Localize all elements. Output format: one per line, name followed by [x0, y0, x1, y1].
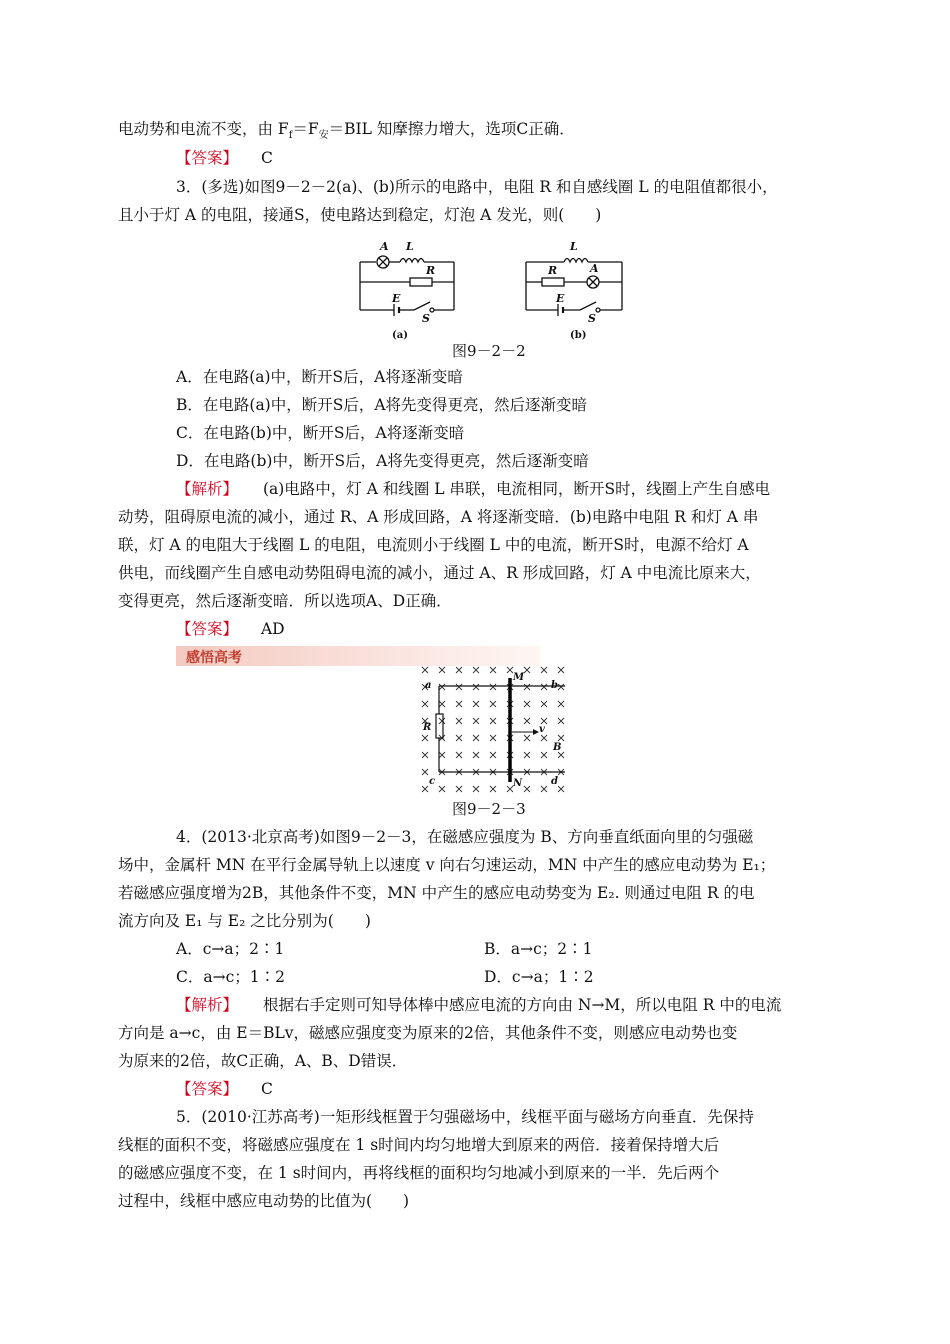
- field-cross-mark: [541, 684, 547, 690]
- switch-label-a: S: [422, 312, 430, 325]
- answer-value: C: [260, 1080, 273, 1098]
- field-cross-mark: [422, 735, 428, 741]
- figure-b-label: (b): [570, 330, 587, 341]
- rod-end-n-label: N: [513, 778, 523, 789]
- field-cross-mark: [473, 735, 479, 741]
- point-c-label: c: [429, 776, 436, 787]
- field-cross-mark: [524, 718, 530, 724]
- question-3-line-2: 且小于灯 A 的电阻，接通S，使电路达到稳定，灯泡 A 发光，则( ): [118, 206, 602, 224]
- analysis-line: 【解析】 根据右手定则可知导体棒中感应电流的方向由 N→M，所以电阻 R 中的电流: [176, 996, 782, 1014]
- field-cross-mark: [439, 701, 445, 707]
- field-cross-mark: [558, 718, 564, 724]
- analysis-line: 供电，而线圈产生自感电动势阻碍电流的减小，通过 A、R 形成回路，灯 A 中电流比原来大，: [118, 564, 761, 582]
- question-3-line-1: 3．(多选)如图9－2－2(a)、(b)所示的电路中，电阻 R 和自感线圈 L 的电阻值都很小，: [176, 178, 778, 196]
- resistor-label-a: R: [426, 264, 436, 277]
- question-4-line: 4．(2013·北京高考)如图9－2－3，在磁感应强度为 B、方向垂直纸面向里的匀强磁: [176, 828, 754, 846]
- field-label: B: [553, 742, 562, 753]
- analysis-line: 动势，阻碍原电流的减小，通过 R、A 形成回路，A 将逐渐变暗．(b)电路中电阻 R 和灯 A 串: [118, 508, 759, 526]
- answer-line: [176, 147, 273, 169]
- velocity-label: v: [539, 724, 545, 735]
- coil-label-b: L: [570, 240, 578, 253]
- field-cross-mark: [473, 786, 479, 792]
- field-cross-mark: [439, 786, 445, 792]
- rod-end-m-label: M: [513, 672, 525, 683]
- field-cross-mark: [524, 752, 530, 758]
- question-4-line: 场中，金属杆 MN 在平行金属导轨上以速度 v 向右匀速运动，MN 中产生的感应电动势为 E₁；: [118, 856, 776, 874]
- field-cross-mark: [558, 684, 564, 690]
- field-cross-mark: [456, 667, 462, 673]
- field-cross-mark: [439, 667, 445, 673]
- analysis-line: 【解析】 (a)电路中，灯 A 和线圈 L 串联，电流相同，断开S时，线圈上产生自感电: [176, 480, 771, 498]
- field-cross-mark: [541, 701, 547, 707]
- analysis-line: 变得更亮，然后逐渐变暗．所以选项A、D正确．: [118, 592, 452, 610]
- question-5-line: 的磁感应强度不变，在 1 s时间内，再将线框的面积均匀地减小到原来的一半．先后两个: [118, 1164, 720, 1182]
- text-line: 电动势和电流不变，由 $F_f=F_安=BIL$ 知摩擦力增大，选项C正确．: [118, 120, 575, 142]
- field-cross-mark: [490, 786, 496, 792]
- field-cross-mark: [524, 701, 530, 707]
- answer-label: 【答案】: [176, 149, 239, 167]
- question-5-line: 5．(2010·江苏高考)一矩形线框置于匀强磁场中，线框平面与磁场方向垂直．先保持: [176, 1108, 754, 1126]
- point-d-label: d: [551, 776, 558, 787]
- field-cross-mark: [524, 667, 530, 673]
- question-4-line: 若磁感应强度增为2B，其他条件不变，MN 中产生的感应电动势变为 E₂. 则通过电阻 R 的电: [118, 884, 755, 902]
- field-cross-mark: [473, 667, 479, 673]
- field-cross-mark: [456, 752, 462, 758]
- field-cross-mark: [524, 735, 530, 741]
- circuit-figure-9-2-2: [350, 238, 640, 346]
- q4-option-b: B．a→c；2∶1: [484, 940, 593, 958]
- option-c: C．在电路(b)中，断开S后，A将逐渐变暗: [176, 424, 465, 442]
- point-b-label: b: [551, 680, 558, 691]
- field-cross-mark: [541, 667, 547, 673]
- analysis-label: 【解析】: [176, 996, 239, 1014]
- field-cross-mark: [490, 718, 496, 724]
- question-5-line: 过程中，线框中感应电动势的比值为( ): [118, 1192, 410, 1210]
- magnetic-field-figure-9-2-3: [415, 664, 575, 798]
- q4-option-a: A．c→a；2∶1: [176, 940, 285, 958]
- field-cross-mark: [524, 684, 530, 690]
- field-cross-mark: [558, 667, 564, 673]
- field-cross-mark: [473, 752, 479, 758]
- figure-a-label: (a): [392, 330, 408, 341]
- battery-label-b: E: [556, 292, 565, 305]
- answer-label: 【答案】: [176, 620, 239, 638]
- field-cross-mark: [490, 735, 496, 741]
- option-a: A．在电路(a)中，断开S后，A将逐渐变暗: [176, 368, 463, 386]
- answer-label: 【答案】: [176, 1080, 239, 1098]
- field-cross-mark: [439, 684, 445, 690]
- switch-label-b: S: [588, 312, 596, 325]
- figure-caption: 图9－2－2: [452, 342, 526, 360]
- field-cross-mark: [422, 786, 428, 792]
- field-cross-mark: [541, 752, 547, 758]
- option-b: B．在电路(a)中，断开S后，A将先变得更亮，然后逐渐变暗: [176, 396, 588, 414]
- field-cross-mark: [422, 752, 428, 758]
- resistor-label: R: [423, 722, 432, 733]
- analysis-line: 为原来的2倍，故C正确，A、B、D错误．: [118, 1052, 408, 1070]
- field-cross-mark: [558, 786, 564, 792]
- field-cross-mark: [490, 667, 496, 673]
- answer-value: AD: [260, 620, 285, 638]
- q4-option-d: D．c→a；1∶2: [484, 968, 594, 986]
- q4-option-c: C．a→c；1∶2: [176, 968, 285, 986]
- field-cross-mark: [456, 684, 462, 690]
- field-cross-mark: [490, 701, 496, 707]
- option-d: D．在电路(b)中，断开S后，A将先变得更亮，然后逐渐变暗: [176, 452, 589, 470]
- field-cross-mark: [439, 718, 445, 724]
- analysis-line: 联，灯 A 的电阻大于线圈 L 的电阻，电流则小于线圈 L 中的电流，断开S时，电源不给灯 A: [118, 536, 749, 554]
- analysis-label: 【解析】: [176, 480, 239, 498]
- field-cross-mark: [473, 718, 479, 724]
- field-cross-mark: [490, 752, 496, 758]
- field-cross-mark: [456, 786, 462, 792]
- field-cross-mark: [456, 718, 462, 724]
- field-cross-mark: [456, 735, 462, 741]
- field-cross-mark: [422, 769, 428, 775]
- field-cross-mark: [422, 667, 428, 673]
- analysis-line: 方向是 a→c，由 E＝BLv，磁感应强度变为原来的2倍，其他条件不变，则感应电动势也变: [118, 1024, 738, 1042]
- answer-line: [176, 618, 285, 640]
- field-cross-mark: [439, 752, 445, 758]
- field-cross-mark: [558, 701, 564, 707]
- figure-caption: 图9－2－3: [452, 800, 526, 818]
- field-cross-mark: [422, 701, 428, 707]
- field-cross-mark: [456, 701, 462, 707]
- field-cross-mark: [490, 684, 496, 690]
- field-cross-mark: [473, 684, 479, 690]
- answer-value: C: [260, 149, 273, 167]
- section-header: [176, 646, 540, 666]
- section-title: 感悟高考: [186, 650, 242, 666]
- lamp-label-b: A: [590, 262, 599, 275]
- field-cross-mark: [541, 735, 547, 741]
- point-a-label: a: [425, 680, 432, 691]
- resistor-label-b: R: [548, 264, 558, 277]
- field-cross-mark: [558, 735, 564, 741]
- question-5-line: 线框的面积不变，将磁感应强度在 1 s时间内均匀地增大到原来的两倍．接着保持增大后: [118, 1136, 720, 1154]
- field-cross-mark: [524, 786, 530, 792]
- answer-line: [176, 1078, 273, 1100]
- battery-label-a: E: [392, 292, 401, 305]
- field-cross-mark: [541, 786, 547, 792]
- question-4-line: 流方向及 E₁ 与 E₂ 之比分别为( ): [118, 912, 371, 930]
- field-cross-mark: [473, 701, 479, 707]
- lamp-label-a: A: [380, 240, 389, 253]
- coil-label-a: L: [406, 240, 414, 253]
